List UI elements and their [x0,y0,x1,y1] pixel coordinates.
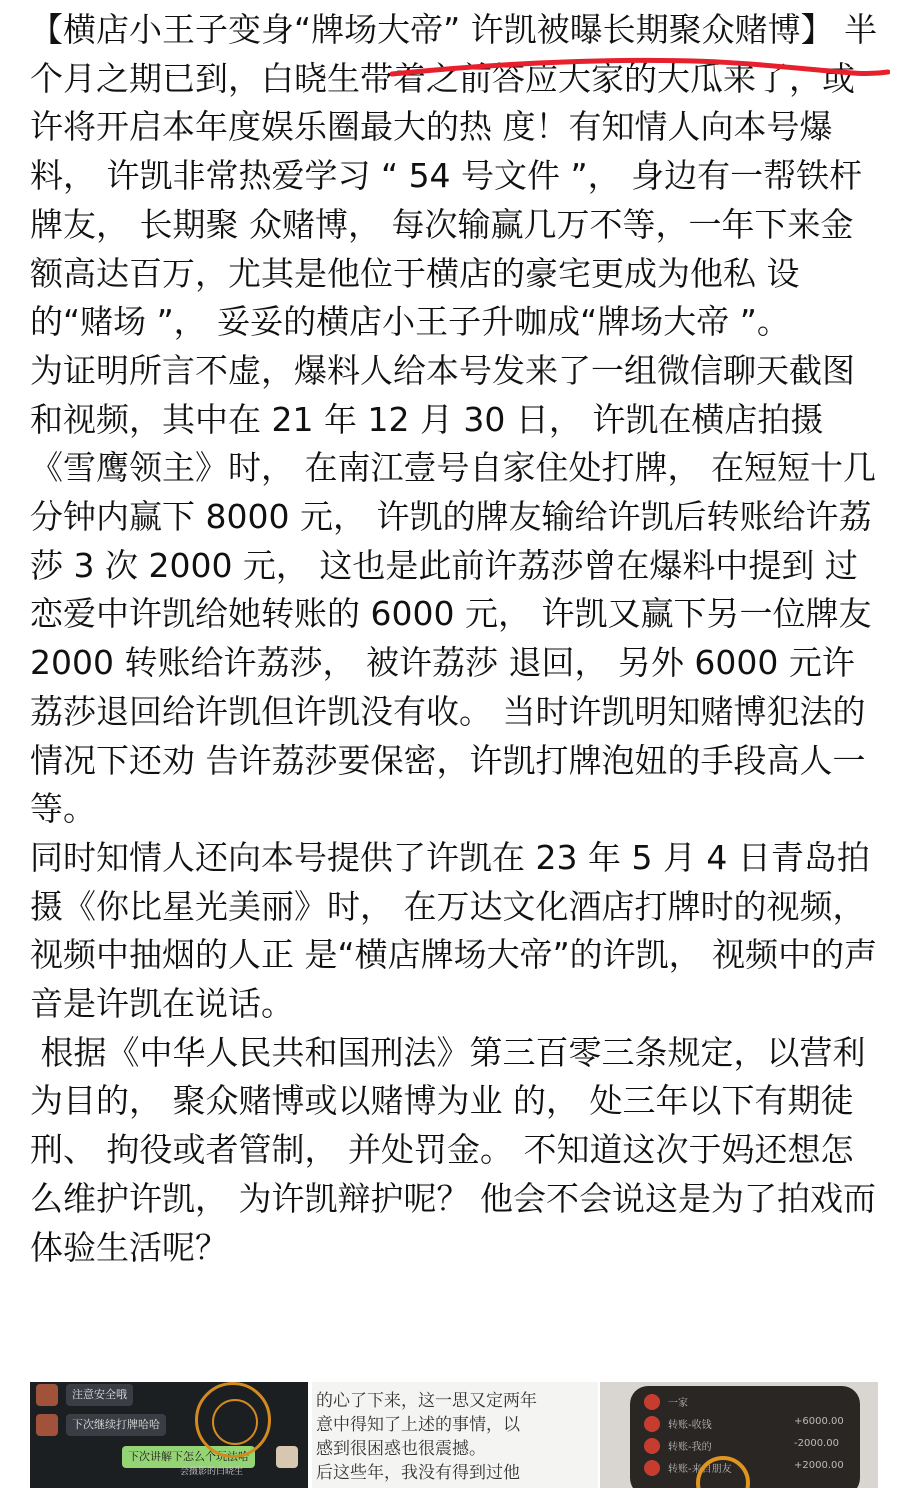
transaction-label: 一家 [668,1398,688,1409]
transaction-label: 转账-来自朋友 [668,1464,732,1475]
phone-screen [630,1386,860,1488]
text-line: 的心了下来，这一思又定两年 [316,1391,537,1411]
transaction-icon [644,1460,660,1476]
transaction-icon [644,1416,660,1432]
watermark-seal-icon [195,1382,271,1458]
chat-bubble: 下次继续打牌哈哈 [66,1414,166,1436]
text-line: 意中得知了上述的事情，以 [316,1415,520,1435]
chat-bubble: 下次讲解下怎么个玩法哈 [122,1446,255,1468]
text-screenshot-thumbnail[interactable] [312,1382,598,1488]
watermark-caption: 会摄影的白晓生 [180,1467,244,1477]
avatar [276,1446,298,1468]
transaction-amount: -2000.00 [794,1438,839,1449]
text-line: 感到很困惑也很震撼。 [316,1439,486,1459]
transaction-icon [644,1438,660,1454]
transaction-amount: +6000.00 [794,1416,844,1427]
phone-photo-thumbnail[interactable] [600,1382,878,1488]
paragraph-video: 同时知情人还向本号提供了许凯在 23 年 5 月 4 日青岛拍摄《你比星光美丽》时， 在万达文化酒店打牌时的视频， 视频中抽烟的人正 是“横店牌场大帝”的许凯， 视频中的声音是许凯在说话。 [30,837,878,1024]
avatar [36,1414,58,1436]
paragraph-law: 根据《中华人民共和国刑法》第三百零三条规定，以营利为目的， 聚众赌博或以赌博为业 的， 处三年以下有期徒刑、 拘役或者管制， 并处罚金。 不知道这次于妈还想怎么维护许凯， 为许凯辩护呢？ 他会不会说这是为了拍戏而体验生活呢？ [30,1032,876,1267]
article-body [30,6,880,1272]
transaction-icon [644,1394,660,1410]
attached-image-strip [0,1382,908,1488]
chat-bubble: 注意安全哦 [66,1384,133,1406]
chat-screenshot-thumbnail[interactable] [30,1382,308,1488]
transaction-label: 转账-我的 [668,1442,712,1453]
paragraph-evidence: 为证明所言不虚，爆料人给本号发来了一组微信聊天截图和视频，其中在 21 年 12 月 30 日， 许凯在横店拍摄《雪鹰领主》时， 在南江壹号自家住处打牌， 在短短十几分钟内赢下 8000 元， 许凯的牌友输给许凯后转账给许荔莎 3 次 2000 元， 这也是此前许荔莎曾在爆料中提到 过恋爱中许凯给她转账的 6000 元， 许凯又赢下另一位牌友 2000 转账给许荔莎， 被许荔莎 退回， 另外 6000 元许荔莎退回给许凯但许凯没有收。 当时许凯明知赌博犯法的情况下还劝 告许荔莎要保密，许凯打牌泡妞的手段高人一等。 [30,350,882,829]
transaction-amount: +2000.00 [794,1460,844,1471]
transaction-label: 转账-收钱 [668,1420,712,1431]
paragraph-intro: 【横店小王子变身“牌场大帝” 许凯被曝长期聚众赌博】 半个月之期已到，白晓生带着之前答应大家的大瓜来了，或许将开启本年度娱乐圈最大的热 度！有知情人向本号爆料， 许凯非常热爱学习 “ 54 号文件 ”， 身边有一帮铁杆牌友， 长期聚 众赌博， 每次输赢几万不等，一年下来金额高达百万，尤其是他位于横店的豪宅更成为他私 设的“赌场 ”， 妥妥的横店小王子升咖成“牌场大帝 ”。 [30,10,878,342]
avatar [36,1384,58,1406]
text-line: 后这些年，我没有得到过他 [316,1463,520,1483]
